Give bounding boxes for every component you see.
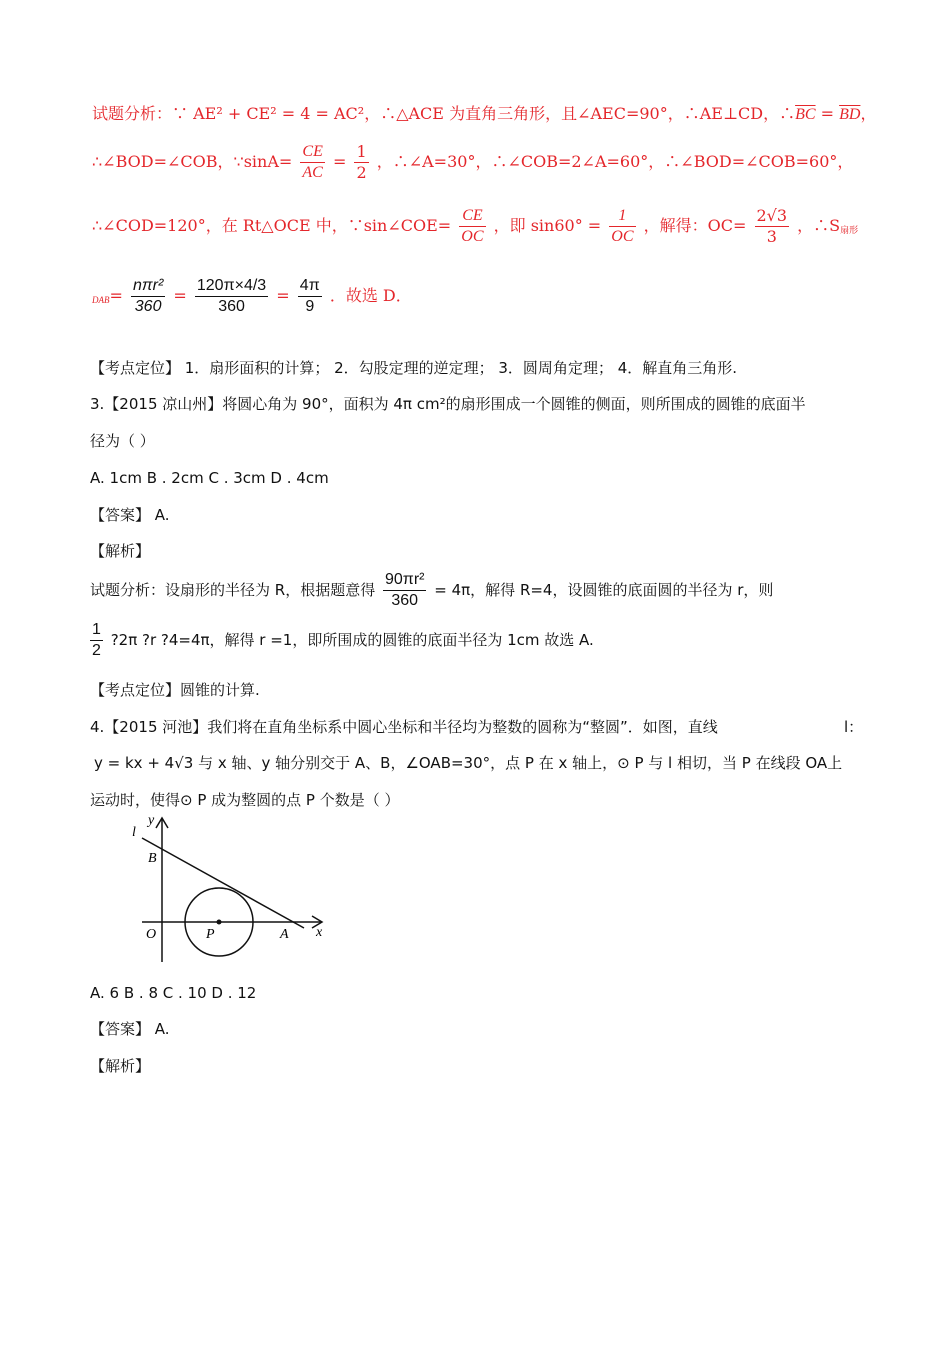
numerator: 120π×4/3 [195, 276, 268, 297]
numerator: 1 [90, 620, 103, 641]
q3-stem-line-2: 径为（ ） [90, 432, 155, 450]
red-solution-line-4 [92, 276, 412, 317]
subscript-dab: DAB [92, 295, 110, 305]
solution-text: ∴∠BOD=∠COB，∵sinA= [92, 152, 293, 171]
label-l: l [132, 825, 136, 840]
numerator: 1 [356, 142, 367, 161]
q4-stem-line-2: y = kx + 4√3 与 x 轴、y 轴分别交于 A、B，∠OAB=30°，点 P 在 x 轴上，⊙ P 与 l 相切，当 P 在线段 OA上 [94, 754, 843, 772]
solution-text: ∴∠COD=120°，在 Rt△OCE 中，∵sin∠COE= [92, 216, 452, 235]
q3-options: A. 1cm B . 2cm C . 3cm D . 4cm [90, 469, 329, 487]
equals: = [332, 152, 347, 171]
solution-text: ，即 sin60° = [493, 216, 602, 235]
numerator: 90πr² [383, 570, 427, 591]
fraction-one-oc [609, 206, 635, 247]
solution-text: ，∴∠A=30°，∴∠COB=2∠A=60°，∴∠BOD=∠COB=60°， [376, 152, 854, 171]
numerator: 1 [609, 206, 635, 227]
label-a: A [280, 927, 289, 942]
label-o: O [146, 927, 157, 942]
analysis-text: = 4π，解得 R=4，设圆锥的底面圆的半径为 r，则 [434, 581, 774, 599]
denominator: 360 [134, 298, 162, 315]
q3-stem-line-1: 3.【2015 凉山州】将圆心角为 90°，面积为 4π cm²的扇形围成一个圆锥的侧面，则所围成的圆锥的底面半 [90, 395, 806, 413]
denominator: AC [302, 164, 323, 181]
fraction-oc-value [755, 206, 790, 247]
numerator: nπr² [131, 276, 165, 297]
line-l [142, 838, 304, 928]
red-solution-line-3 [92, 206, 858, 247]
equals: = [276, 286, 290, 305]
point-p [217, 920, 222, 925]
arc-bd: $\overline{BD}$ [839, 106, 861, 123]
comma: ， [860, 104, 877, 123]
fraction-ce-oc [459, 206, 485, 247]
denominator: 360 [218, 298, 245, 315]
q3-answer: 【答案】 A. [90, 506, 170, 524]
fraction-sector-area [383, 570, 427, 611]
q3-key-points: 【考点定位】圆锥的计算. [90, 681, 260, 699]
equals: = [173, 286, 187, 305]
numerator: CE [459, 206, 485, 227]
q2-key-points: 【考点定位】 1．扇形面积的计算； 2．勾股定理的逆定理； 3．圆周角定理； 4．解直角三角形. [90, 359, 738, 377]
fraction-sector-substitution [195, 276, 268, 317]
q3-analysis-label: 【解析】 [90, 542, 151, 560]
label-b: B [148, 851, 157, 866]
solution-end: ．故选 D． [329, 286, 412, 305]
fraction-result [298, 276, 322, 317]
q4-answer: 【答案】 A. [90, 1020, 170, 1038]
solution-text: ，∴S [797, 216, 841, 235]
q4-options: A. 6 B . 8 C . 10 D . 12 [90, 984, 257, 1002]
line-l-label: l： [844, 718, 864, 736]
q3-analysis-line-1 [90, 570, 773, 611]
denominator: 2 [356, 163, 367, 182]
denominator: 2 [92, 642, 101, 659]
denominator: 9 [305, 298, 315, 315]
fraction-ce-ac [300, 142, 324, 183]
fraction-half [90, 620, 103, 661]
analysis-text: 试题分析：设扇形的半径为 R，根据题意得 [90, 581, 376, 599]
denominator: OC [461, 228, 484, 245]
equals: = [815, 104, 840, 123]
subscript: 扇形 [840, 226, 859, 236]
equals: = [109, 286, 123, 305]
red-solution-line-2 [92, 142, 853, 183]
fraction-sector-formula [131, 276, 165, 317]
solution-text: ，解得：OC= [643, 216, 747, 235]
q3-analysis-line-2 [90, 620, 594, 661]
analysis-text: ?2π ?r ?4=4π，解得 r =1，即所围成的圆锥的底面半径为 1cm 故选 A. [110, 631, 594, 649]
red-solution-line-1 [92, 104, 876, 125]
label-x: x [316, 925, 323, 940]
stem-text: 4.【2015 河池】我们将在直角坐标系中圆心坐标和半径均为整数的圆称为“整圆”．如图，直线 [90, 718, 718, 736]
label-y: y [148, 813, 155, 828]
numerator: 4π [298, 276, 322, 297]
label-p: P [206, 927, 215, 942]
numerator: 2√3 [756, 206, 788, 225]
denominator: 3 [766, 227, 777, 246]
denominator: 360 [391, 592, 419, 609]
numerator: CE [300, 142, 324, 163]
q4-stem-line-1 [90, 717, 864, 737]
q4-analysis-label: 【解析】 [90, 1057, 151, 1075]
coordinate-figure [128, 810, 338, 970]
denominator: OC [611, 228, 634, 245]
solution-text: 试题分析：∵ AE² + CE² = 4 = AC²，∴△ACE 为直角三角形，且∠AEC=90°，∴AE⊥CD，∴ [92, 104, 796, 123]
q4-stem-line-3: 运动时，使得⊙ P 成为整圆的点 P 个数是（ ） [90, 791, 400, 809]
arc-bc: $\overline{BC}$ [795, 106, 816, 123]
fraction-one-half [354, 142, 368, 183]
